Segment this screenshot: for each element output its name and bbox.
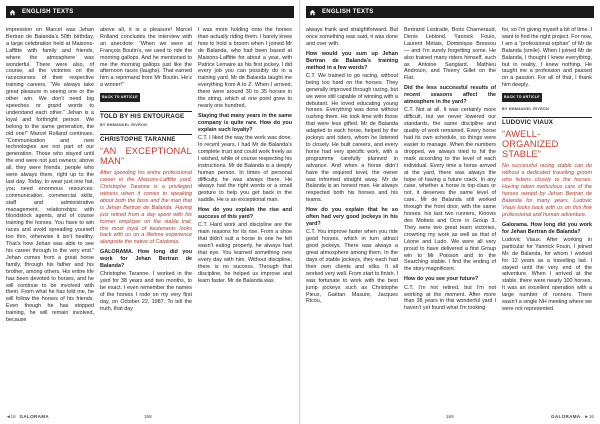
back-to-article-button[interactable]: BACK TO ARTICLE [100,93,140,102]
paragraph: impression on Marcel was Jehan Bertran de Balanda’s 50th birthday, a large celebration held at Maisons-Laffitte with family and friends, where the atmosphere was wonderful. There were also, of course, all the victories on the racecourses of their respective training careers. “We always take great pleasure in seeing one or the other win. We don’t need big speeches or grand words to understand each other.” Jehan is a loyal and forthright person. We belong to the same generation, the old one!” Marcel Rolland continues. “Communication and new technologies are not part of our generation. Those who stayed until the end were not just owners; above all, they were friends, people who were always there, right up to the last day. Today, to wear just one hat, you need enormous resources: communication, commercial skills, staff and administrative management, relationships with bloodstock agents, and of course training the horses. You have to win races and avoid spreading yourself too thin, otherwise it isn’t healthy. That’s how Jehan was able to see his career through to the very end.” Jehan comes from a great horse family, through his father and his brother, among others. His entire life has been devoted to horses, and he will continue to be involved with them. From what he has told me, he will follow the horses of his friends. Even though he has stopped training, he will remain involved, because [6,27,94,324]
section-title: TOLD BY HIS ENTOURAGE [100,111,192,121]
home-icon[interactable] [306,6,318,18]
left-page-number: 168 [144,414,152,419]
right-header-label: ENGLISH TEXTS [322,9,374,15]
headline: “AN EXCEPTIONAL MAN” [100,146,192,167]
right-header-bar [306,6,594,18]
answer: C.T. I liked the way the work was done. In recent years, I had Mr de Balanda’s complete trust and could work freely as I wished, while of course respecting his instructions. Mr de Balanda is a deeply human person. In times of personal difficulty, he was always there. He always had the right words or a small gesture to help you get back in the saddle. He is an exceptional man. [198,135,292,204]
back-to-article-button[interactable]: BACK TO ARTICLE [502,93,542,102]
next-page-link[interactable]: ►16 [584,414,594,419]
question: How would you sum up Jehan Bertran de Balanda’s training method in a few words? [306,50,398,71]
prev-page-link[interactable]: ◄16 [6,414,16,419]
right-col-3 [502,27,592,399]
left-header-label: ENGLISH TEXTS [22,9,74,15]
question: Staying that many years in the same company is quite rare. How do you explain such loyalty? [198,112,292,133]
right-page-number: 169 [446,414,454,419]
question: How do you explain that he so often had very good jockeys in his yard? [306,207,398,227]
magazine-name: GALORAMA [19,414,49,419]
left-footer [6,414,49,419]
left-col-3 [198,27,292,399]
intro: No successful racing stable can do without a dedicated travelling groom who listens closely to the horses. Having taken meticulous care of the horses owned by Jehan Bertran de Balanda for many years, Ludovic Viaux looks back with us on this fine professional and human adventure. [502,163,592,218]
magazine-name: GALORAMA [551,414,581,419]
paragraph: I was more holding onto the horses than actually riding them. I barely knew how to hold a broom when I joined Mr de Balanda, who had been based at Maisons-Laffitte for about a year, with Patrice Lemaire as his first jockey. I did every job you can possibly do in a training yard. Mr de Balanda taught me everything from A to Z. When I arrived, there were around 30 to 35 horses in the string, which at one point grew to nearly one hundred. [198,27,292,109]
intro: After spending his entire professional career in the Maisons-Laffitte yard, Christophe Taranne is a privileged witness when it comes to speaking about both the boss and the man that is Jehan Bertran de Balanda. Having just retired from a day spent with his former employer on the stable trail, this most loyal of lieutenants looks back with us on a lifetime experience alongside the native of Catalonia. [100,170,192,246]
answer: Christophe Taranne. I worked in the yard for 38 years and two months, to be exact. I even remember the names of the horses I rode on my very first day, on October 22, 1987. To tell the truth, that day [100,271,192,312]
interviewee-name: LUDOVIC VIAUX [502,117,592,127]
question: GALORAMA. How long did you work for Jehan Bertran de Balanda? [100,249,192,270]
paragraph: above all, it is a pleasure! Marcel Rolland concludes the interview with an anecdote: “When we were at François Boutin’s, we used to ride the morning gallops. And he mentioned to me the morning gallops just like the afternoon races (laughs). That earned him a reprimand from Mr Boutin. He’s a winner!” [100,27,192,89]
answer: C.T. We trained to go racing, without being too hard on the horses. They generally improved through racing, but we were still capable of winning with a debutant. He loved educating young horses. Everything was done without rushing them. He took time with those that were less gifted. Mr de Balanda adapted to each horse, helped by the jockeys and riders, whom he listened to closely. He built careers, and every horse had very specific work, with a programme carefully planned in advance. And when a horse didn’t have the required level, the owner was informed straight away. Mr de Balanda is an honest man. He always respected both his horses and his teams. [306,72,398,204]
answer: C.T. You improve faster when you ride good horses, which in turn attract good jockeys. There was always a great atmosphere among them. In the days of stable jockeys, they each had their own clients and silks. It all worked very well. From start to finish, I was fortunate to work with the best jump jockeys such as Christophe Pieux, Gaëtan Masure, Jacques Ricou, [306,229,398,305]
right-col-2 [404,27,496,399]
right-page [300,0,600,424]
right-col-1 [306,27,398,399]
paragraph: always frank and straightforward. But once something was said, it was done and over with. [306,27,398,47]
byline: BY EMMANUEL RIVRON [502,106,549,111]
answer: Ludovic Viaux. After working in particular for Yannick Fouin, I joined Mr. de Balanda, for whom I worked for 12 years as a travelling lad. I stayed until the very end of the adventure. When I arrived at the stable, there were nearly 100 horses. It was an excellent operation with a large number of runners. There wasn’t a single NH meeting where we were not represented. [502,236,592,312]
byline: BY EMMANUEL RIVRON [100,123,147,128]
left-col-2 [100,27,192,399]
right-footer [551,414,594,419]
question: Galorama. How long did you work for Jehan Bertran de Balanda? [502,221,592,235]
question: Did the less successful results of recent seasons affect the atmosphere in the yard? [404,85,496,106]
headline: “AWELL-ORGANIZED STABLE” [502,129,559,160]
left-header-bar [6,6,294,18]
left-col-1 [6,27,94,399]
answer: C.T. Not at all. It was certainly more difficult, but we never lowered our standards, the same discipline and quality of work remained. Every horse had its own schedule, so things were easier to manage. When the numbers dropped, we always tried to hit the mark according to the level of each individual. Every time a horse arrived at the yard, there was always the hope of having a future crack. In any case, whether a horse is top-class or not, it deserves the same level of care. Mr de Balanda still worked through the front door, with the same horses: his last two runners, Kinovis des Motteis and Ocre in Group 3. They were two great team victories, crowning my work as well as that of Léone and Ludo. We were all very proud to have delivered a first Group win to Mr Poisson and to the Searching stable. I find the ending of the story magnificent. [404,107,496,273]
interviewee-name: CHRISTOPHE TARANNE [100,134,192,144]
answer: C.T. Hard work and discipline are the main reasons for its rise. From a shoe that didn’t suit a horse to one he felt wasn’t eating properly, he always had that eye. You learned something new every day with him. Without discipline, there is no success. Through that discipline, he helped us improve and learn faster. Mr de Balanda was [198,222,292,284]
question: How do you explain the rise and success of this yard? [198,207,292,221]
paragraph: for, so I’m giving myself a bit of time. I want to find the right project. For now, I am a “professional orphan” of Mr de Balanda (smile). When I joined Mr de Balanda, I thought I knew everything, but in reality, I knew nothing. He taught me a profession and passed on a passion. For all of that, I thank him deeply. [502,27,592,89]
home-icon[interactable] [6,6,18,18]
paragraph: Bertrand Lestrade, Boris Chameraud, Denis Leblond, Yannick Fouin, Laurent Métais, Dominique Bressou — and I’m surely forgetting some. He also trained many riders himself, such as Antoine Sanglard, Mathieu Androuin, and Thierry Gillet on the Flat. [404,27,496,82]
question: How do you see your future? [404,276,479,283]
answer: C.T. I’m not retired, but I’m not working at the moment. After more than 38 years in this wonderful yard I haven’t yet found what I’m looking [404,284,496,312]
